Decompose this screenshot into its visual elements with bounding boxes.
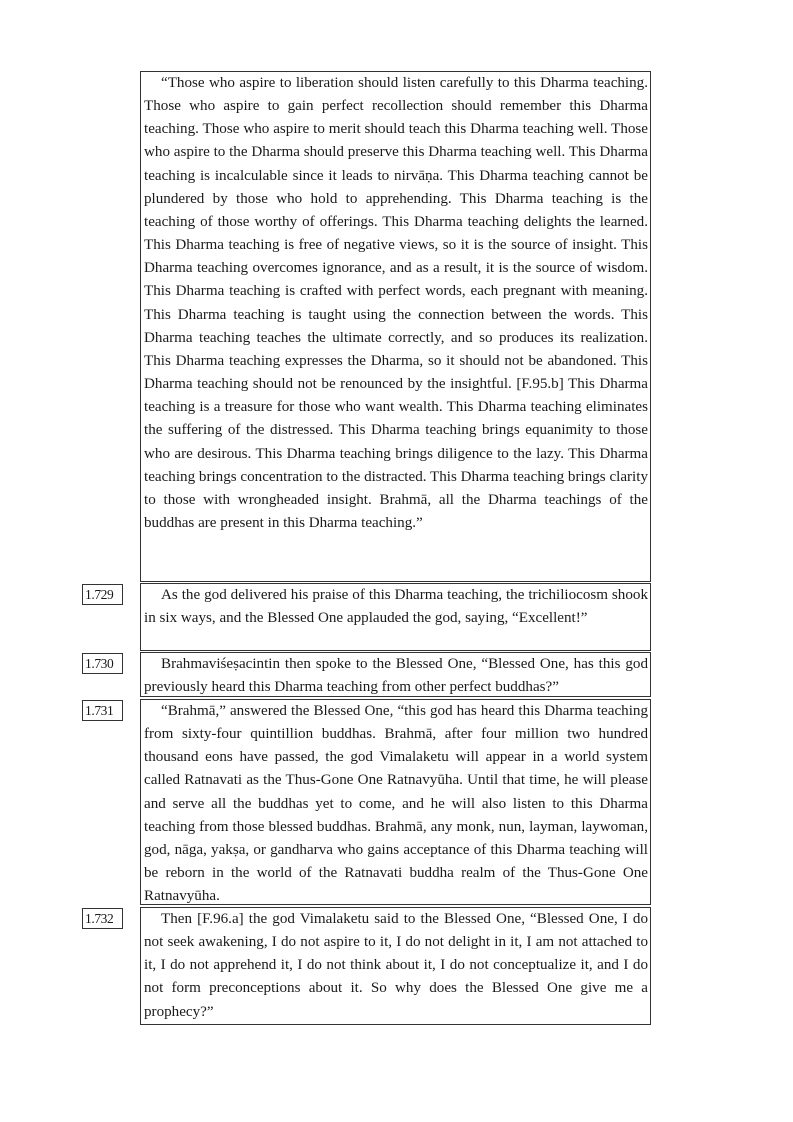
paragraph-text: “Brahmā,” answered the Blessed One, “this god has heard this Dharma teaching from sixty-four quintillion buddhas. Brahmā, after four million two hundred thousand eons have passed, the god Vimalaketu will appear in a world system called Ratnavati as the Thus-Gone One Ratnavyūha. Until that time, he will please and serve all the buddhas yet to come, and he will also listen to this Dharma teaching from those blessed buddhas. Brahmā, any monk, nun, layman, laywoman, god, nāga, yakṣa, or gandharva who gains acceptance of this Dharma teaching will be reborn in the world of the Ratnavati buddha realm of the Thus-Gone One Ratnavyūha. bbox=[144, 703, 648, 905]
paragraph-number: 1.729 bbox=[82, 584, 123, 605]
paragraph-block bbox=[140, 583, 651, 651]
paragraph-number: 1.731 bbox=[82, 700, 123, 721]
paragraph-text: Brahmaviśeṣacintin then spoke to the Blessed One, “Blessed One, has this god previously heard this Dharma teaching from other perfect buddhas?” bbox=[144, 656, 648, 696]
paragraph-block bbox=[140, 699, 651, 905]
paragraph-text: Then [F.96.a] the god Vimalaketu said to the Blessed One, “Blessed One, I do not seek awakening, I do not aspire to it, I do not delight in it, I am not attached to it, I do not apprehend it, I do not think about it, I do not conceptualize it, and I do not form preconceptions about it. So why does the Blessed One give me a prophecy?” bbox=[144, 911, 648, 1020]
paragraph-block bbox=[140, 71, 651, 582]
paragraph-block bbox=[140, 652, 651, 697]
paragraph-number: 1.730 bbox=[82, 653, 123, 674]
paragraph-text: “Those who aspire to liberation should listen carefully to this Dharma teaching. Those who aspire to gain perfect recollection should remember this Dharma teaching. Those who aspire to merit should teach this Dharma teaching well. Those who aspire to the Dharma should preserve this Dharma teaching well. This Dharma teaching is incalculable since it leads to nirvāṇa. This Dharma teaching cannot be plundered by those who hold to apprehending. This Dharma teaching is the teaching of those worthy of offerings. This Dharma teaching delights the learned. This Dharma teaching is free of negative views, so it is the source of insight. This Dharma teaching overcomes ignorance, and as a result, it is the source of wisdom. This Dharma teaching is crafted with perfect words, each pregnant with meaning. This Dharma teaching is taught using the connection between the words. This Dharma teaching teaches the ultimate correctly, and so produces its realization. This Dharma teaching expresses the Dharma, so it should not be abandoned. This Dharma teaching should not be renounced by the insightful. [F.95.b] This Dharma teaching is a treasure for those who want wealth. This Dharma teaching eliminates the suffering of the distressed. This Dharma teaching brings equanimity to those who are desirous. This Dharma teaching brings diligence to the lazy. This Dharma teaching brings concentration to the distracted. This Dharma teaching brings clarity to those with wrongheaded insight. Brahmā, all the Dharma teachings of the buddhas are present in this Dharma teaching.” bbox=[144, 75, 648, 531]
paragraph-text: As the god delivered his praise of this Dharma teaching, the trichiliocosm shook in six ways, and the Blessed One applauded the god, saying, “Excellent!” bbox=[144, 587, 648, 627]
paragraph-number: 1.732 bbox=[82, 908, 123, 929]
paragraph-block bbox=[140, 907, 651, 1025]
